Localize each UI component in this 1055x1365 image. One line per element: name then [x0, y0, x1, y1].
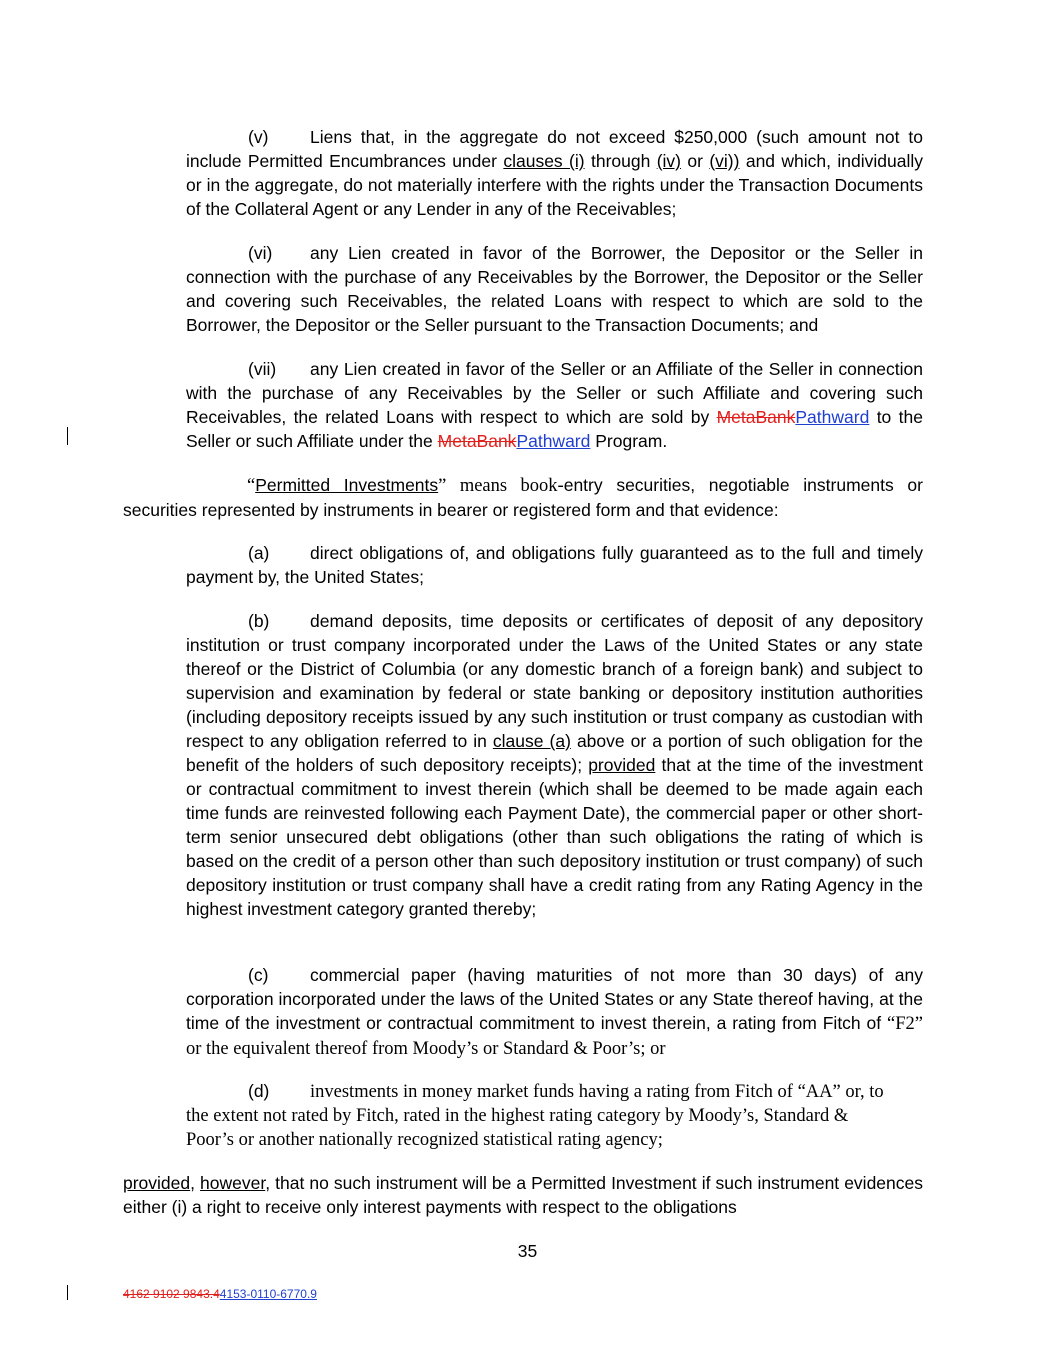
means-text: ” means book- [438, 476, 564, 496]
definition-text: entry securities, negotiable instruments or securities represented by instruments in bearer or registered form and that evidence: [123, 475, 923, 520]
clause-ref-iv: (iv) [656, 151, 682, 171]
paragraph-a [186, 541, 923, 589]
clause-ref-i: clauses (i) [503, 151, 585, 171]
text-v-2: through [584, 151, 657, 171]
page-number: 35 [517, 1241, 538, 1261]
paragraph-d [186, 1079, 886, 1152]
change-bar [67, 427, 68, 445]
defined-term: Permitted Investments [255, 475, 439, 495]
item-label-vi: (vi) [248, 243, 273, 263]
clause-ref-a: clause (a) [492, 731, 571, 751]
provided-term: provided [123, 1173, 191, 1193]
text-a: direct obligations of, and obligations fully guaranteed as to the full and timely payment by, the United States; [186, 543, 923, 587]
provided-term: provided [588, 755, 656, 775]
text-vii-1: any Lien created in favor of the Seller or an Affiliate of the Seller in connection with the purchase of any Receivables by the Seller or such Affiliate and covering such Receivables, the related Loans with respect to which are sold by [186, 359, 923, 427]
text-v-1: Liens that, in the aggregate do not exceed $250,000 (such amount not to include Permitted Encumbrances under [186, 127, 923, 171]
deleted-text: MetaBank [716, 407, 796, 427]
however-term: however [200, 1173, 266, 1193]
definition-permitted-investments [123, 473, 923, 522]
item-label-v: (v) [248, 127, 269, 147]
paragraph-c [186, 963, 923, 1061]
text-vi: any Lien created in favor of the Borrower, the Depositor or the Seller in connection with the purchase of any Receivables by the Borrower, the Depositor or the Seller and covering such Receivables, the related Loans with respect to which are sold to the Borrower, the Depositor or the Seller pursuant to the Transaction Documents; and [186, 243, 923, 335]
paragraph-vii [186, 357, 923, 453]
item-label-b: (b) [248, 611, 270, 631]
proviso-text: , that no such instrument will be a Permitted Investment if such instrument evidences either (i) a right to receive only interest payments with respect to the obligations [123, 1173, 923, 1217]
item-label-vii: (vii) [248, 359, 277, 379]
text-v-4: and which, individually or in the aggregate, do not materially interfere with the rights under the Transaction Documents of the Collateral Agent or any Lender in any of the Receivables; [186, 151, 924, 219]
text-c-2: “F2” or the equivalent thereof from Moody’s or Standard & Poor’s; or [186, 1014, 923, 1059]
item-label-c: (c) [248, 965, 269, 985]
text-b-2: above or a portion of such obligation for the benefit of the holders of such depository receipts); [186, 731, 923, 775]
item-label-d: (d) [248, 1081, 270, 1101]
paragraph-v [186, 125, 923, 221]
change-bar [67, 1285, 68, 1300]
proviso-paragraph [123, 1171, 923, 1219]
text-b-3: that at the time of the investment or contractual commitment to invest therein (which shall be deemed to be made again each time funds are reinvested following each Payment Date), the commercial paper or other short-term senior unsecured debt obligations (other than such obligations the rating of which is based on the credit of a person other than such depository institution or trust company) of such depository institution or trust company shall have a credit rating from any Rating Agency in the highest investment category granted thereby; [186, 755, 923, 919]
paragraph-vi [186, 241, 923, 337]
inserted-doc-id: 4153-0110-6770.9 [219, 1287, 317, 1301]
text-vii-3: Program. [590, 431, 668, 451]
item-label-a: (a) [248, 543, 270, 563]
text-d: investments in money market funds having a rating from Fitch of “AA” or, to the extent not rated by Fitch, rated in the highest rating category by Moody’s, Standard & Poor’s or another nationally recognized statistical rating agency; [186, 1082, 884, 1150]
inserted-text: Pathward [795, 407, 870, 427]
document-id-footer [123, 1287, 317, 1301]
deleted-text: MetaBank [437, 431, 517, 451]
text-vii-2: to the Seller or such Affiliate under the [186, 407, 923, 451]
paragraph-b [186, 609, 923, 921]
text-b-1: demand deposits, time deposits or certificates of deposit of any depository institution or trust company incorporated under the Laws of the United States or any state thereof or the District of Columbia (or any domestic branch of a foreign bank) and subject to supervision and examination by federal or state banking or depository institution authorities (including depository receipts issued by any such institution or trust company as custodian with respect to any obligation referred to in [186, 611, 923, 751]
text-v-3: or [681, 151, 710, 171]
inserted-text: Pathward [516, 431, 591, 451]
proviso-comma: , [190, 1173, 201, 1193]
text-c-1: commercial paper (having maturities of not more than 30 days) of any corporation incorporated under the laws of the United States or any State thereof having, at the time of the investment or contractual commitment to invest therein, a rating from Fitch of [186, 965, 923, 1033]
deleted-doc-id: 4162 9102 9843.4 [123, 1287, 220, 1301]
open-quote: “ [247, 476, 256, 496]
clause-ref-vi: (vi)) [709, 151, 740, 171]
